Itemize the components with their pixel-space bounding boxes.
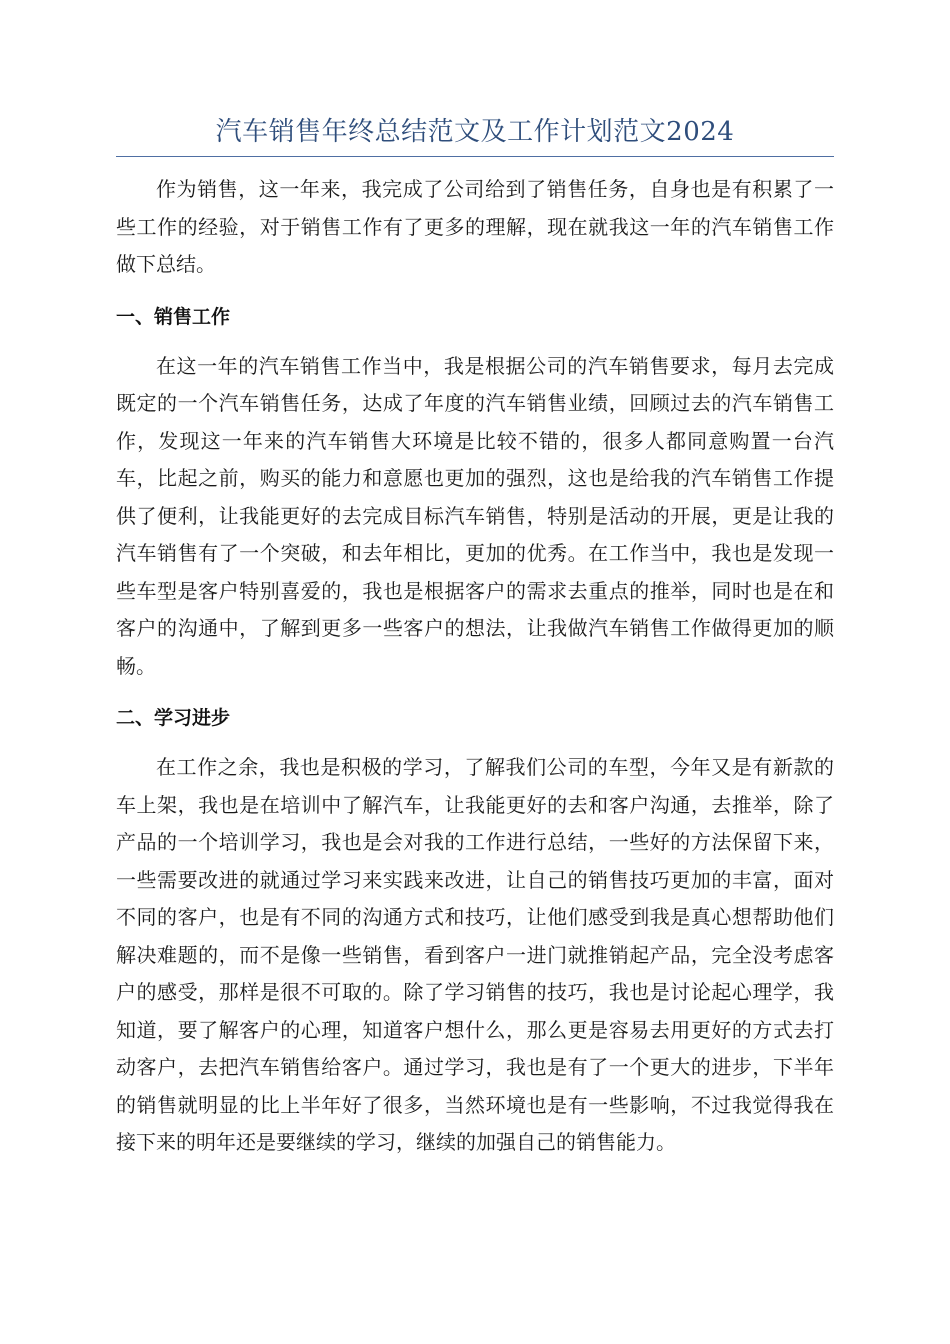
learning-progress-paragraph: 在工作之余，我也是积极的学习，了解我们公司的车型，今年又是有新款的车上架，我也是在培训中了解汽车，让我能更好的去和客户沟通，去推举，除了产品的一个培训学习，我也是会对我的工作进行总结，一些好的方法保留下来，一些需要改进的就通过学习来实践来改进，让自己的销售技巧更加的丰富，面对不同的客户，也是有不同的沟通方式和技巧，让他们感受到我是真心想帮助他们解决难题的，而不是像一些销售，看到客户一进门就推销起产品，完全没考虑客户的感受，那样是很不可取的。除了学习销售的技巧，我也是讨论起心理学，我知道，要了解客户的心理，知道客户想什么，那么更是容易去用更好的方式去打动客户，去把汽车销售给客户。通过学习，我也是有了一个更大的进步，下半年的销售就明显的比上半年好了很多，当然环境也是有一些影响，不过我觉得我在接下来的明年还是要继续的学习，继续的加强自己的销售能力。 <box>116 755 834 1154</box>
section-heading-sales-work: 一、销售工作 <box>116 305 231 328</box>
document-title: 汽车销售年终总结范文及工作计划范文2024 <box>116 112 834 157</box>
section-heading-learning-progress: 二、学习进步 <box>116 707 231 729</box>
sales-work-paragraph: 在这一年的汽车销售工作当中，我是根据公司的汽车销售要求，每月去完成既定的一个汽车销售任务，达成了年度的汽车销售业绩，回顾过去的汽车销售工作，发现这一年来的汽车销售大环境是比较不错的，很多人都同意购置一台汽车，比起之前，购买的能力和意愿也更加的强烈，这也是给我的汽车销售工作提供了便利，让我能更好的去完成目标汽车销售，特别是活动的开展，更是让我的汽车销售有了一个突破，和去年相比，更加的优秀。在工作当中，我也是发现一些车型是客户特别喜爱的，我也是根据客户的需求去重点的推举，同时也是在和客户的沟通中，了解到更多一些客户的想法，让我做汽车销售工作做得更加的顺畅。 <box>116 353 834 678</box>
document-page <box>116 112 834 1162</box>
intro-paragraph: 作为销售，这一年来，我完成了公司给到了销售任务，自身也是有积累了一些工作的经验，对于销售工作有了更多的理解，现在就我这一年的汽车销售工作做下总结。 <box>116 177 834 276</box>
